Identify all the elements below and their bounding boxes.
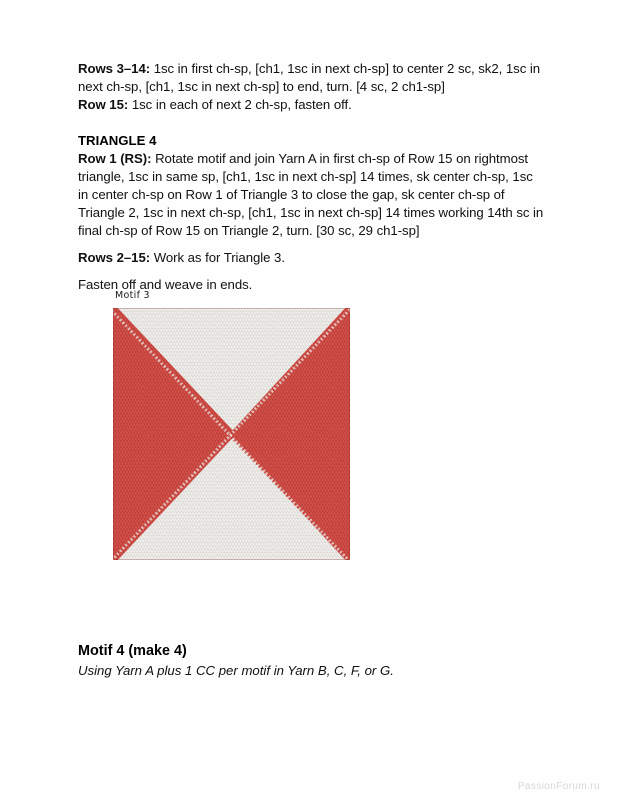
paragraph-triangle4-row1-label: Row 1 (RS): bbox=[78, 151, 152, 166]
motif4-note: Using Yarn A plus 1 CC per motif in Yarn B, C, F, or G. bbox=[78, 663, 394, 678]
motif4-block bbox=[78, 642, 546, 680]
paragraph-triangle4-row1 bbox=[78, 150, 546, 240]
paragraph-fasten-off: Fasten off and weave in ends. bbox=[78, 277, 253, 292]
paragraph-rows-2-15-text: Work as for Triangle 3. bbox=[150, 250, 285, 265]
figure-motif-3 bbox=[113, 290, 373, 560]
spacer bbox=[78, 240, 546, 249]
spacer bbox=[78, 114, 546, 132]
paragraph-rows-3-14-text: 1sc in first ch-sp, [ch1, 1sc in next ch-sp] to center 2 sc, sk2, 1sc in next ch-sp, [ch1, 1sc in next ch-sp] to end, turn. [4 sc, 2 ch1-sp] bbox=[78, 61, 541, 94]
paragraph-rows-3-14-label: Rows 3–14: bbox=[78, 61, 151, 76]
motif4-heading: Motif 4 (make 4) bbox=[78, 643, 187, 659]
watermark: PassionForum.ru bbox=[517, 781, 600, 792]
paragraph-triangle4-row1-text: Rotate motif and join Yarn A in first ch-sp of Row 15 on rightmost triangle, 1sc in same sp, [ch1, 1sc in next ch-sp] 14 times, sk center ch-sp, 1sc in center ch-sp on Row 1 of Triangle 3 to close the gap, sk center ch-sp of Triangle 2, 1sc in next ch-sp, [ch1, 1sc in next ch-sp] 14 times working 14th sc in final ch-sp of Row 15 on Triangle 2, turn. [30 sc, 29 ch1-sp] bbox=[78, 151, 544, 238]
paragraph-row-15-text: 1sc in each of next 2 ch-sp, fasten off. bbox=[128, 97, 352, 112]
paragraph-rows-3-14 bbox=[78, 60, 546, 96]
text-column bbox=[78, 60, 546, 294]
paragraph-row-15 bbox=[78, 96, 546, 114]
figure-caption: Motif 3 bbox=[115, 290, 150, 301]
paragraph-rows-2-15 bbox=[78, 249, 546, 267]
motif-canvas bbox=[113, 308, 350, 560]
spacer bbox=[78, 267, 546, 276]
motif-image bbox=[113, 308, 350, 560]
paragraph-row-15-label: Row 15: bbox=[78, 97, 129, 112]
paragraph-rows-2-15-label: Rows 2–15: bbox=[78, 250, 151, 265]
section-heading-triangle-4: TRIANGLE 4 bbox=[78, 133, 157, 148]
